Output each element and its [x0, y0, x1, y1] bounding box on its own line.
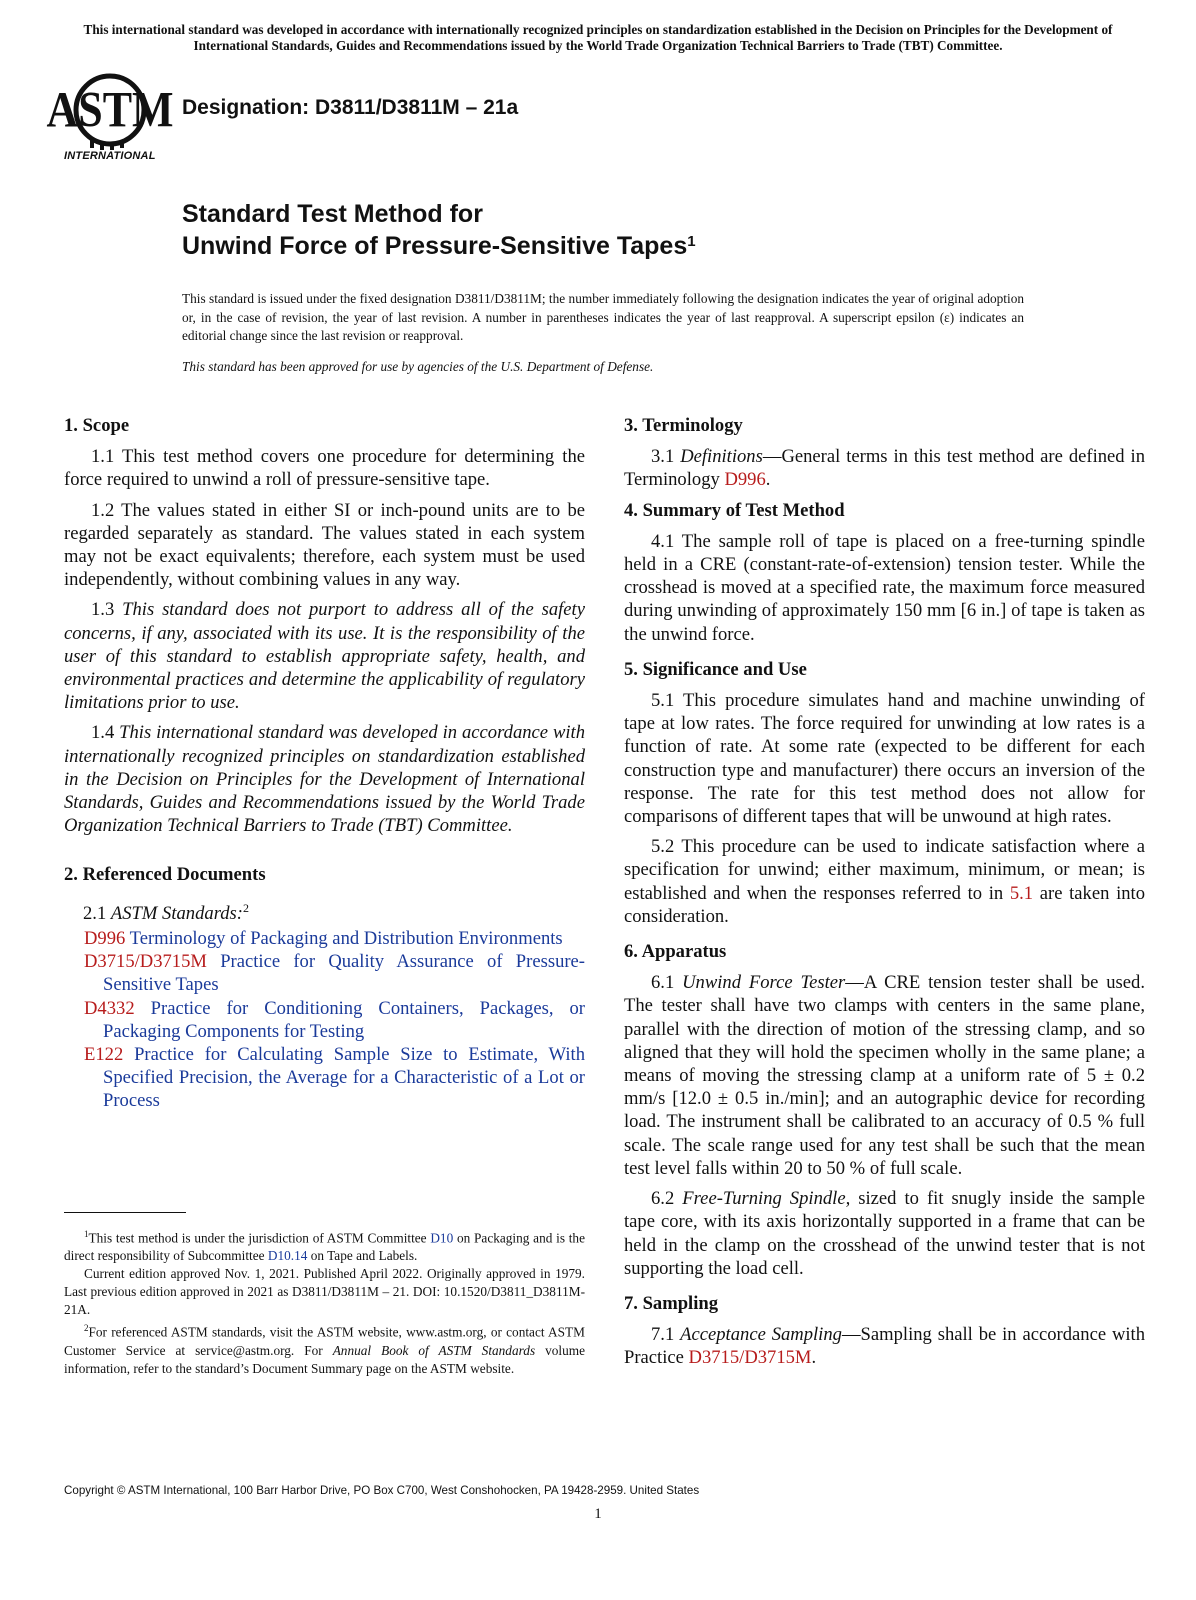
reference-d3715[interactable] — [64, 950, 585, 996]
title-text: Unwind Force of Pressure-Sensitive Tapes — [182, 232, 688, 260]
section-heading-summary: 4. Summary of Test Method — [624, 499, 845, 521]
link-5-1[interactable]: 5.1 — [1009, 882, 1034, 904]
section-heading-scope: 1. Scope — [64, 415, 130, 436]
ref-title: Terminology of Packaging and Distribution Environments — [129, 928, 563, 950]
link-d10[interactable]: D10 — [430, 1230, 454, 1246]
paragraph-1-1: 1.1 This test method covers one procedure for determining the force required to unwind a roll of pressure-sensitive tape. — [64, 446, 585, 491]
designation: Designation: D3811/D3811M – 21a — [182, 96, 519, 119]
footnote-1-edition: Current edition approved Nov. 1, 2021. Published April 2022. Originally approved in 1979. Last previous edition approved in 2021 as D3811/D3811M – 21. DOI: 10.1520/D3811_D3811M-21A. — [64, 1266, 585, 1318]
title-footnote-mark: 1 — [687, 233, 696, 250]
paragraph-1-2: 1.2 The values stated in either SI or inch-pound units are to be regarded separately as standard. The values stated in each system may not be exact equivalents; therefore, each system must be used independently, without combining values in any way. — [64, 499, 585, 591]
logo-letters: ASTM — [46, 82, 174, 139]
preamble: This standard is issued under the fixed designation D3811/D3811M; the number immediately following the designation indicates the year of original adoption or, in the case of revision, the year of last revision. A number in parentheses indicates the year of last reapproval. A superscript epsilon (ε) indicates an editorial change since the last revision or reapproval. — [182, 291, 1024, 343]
paragraph-6-2: 6.2 Free-Turning Spindle, sized to fit snugly inside the sample tape core, with its axis horizontally supported in a frame that can be held in the clamp on the crosshead of the unwind tester that is not supporting the load cell. — [624, 1188, 1145, 1279]
ref-code: D3715/D3715M — [84, 951, 207, 973]
reference-e122[interactable] — [64, 1043, 585, 1113]
title-line-2 — [182, 230, 696, 262]
ref-code: E122 — [84, 1044, 124, 1066]
footnote-1: $^1$This test method is under the jurisdiction of ASTM Committee D10 on Packaging and is the direct responsibility of Subcommittee D10.14 on Tape and Labels. — [64, 1229, 585, 1264]
reference-list — [64, 927, 585, 1113]
section-heading-apparatus: 6. Apparatus — [624, 941, 727, 963]
footnote-rule — [64, 1212, 186, 1213]
ref-title: Practice for Calculating Sample Size to Estimate, With Specified Precision, the Average for a Characteristic of a Lot or Process — [103, 1044, 585, 1112]
paragraph-1-3: 1.3 This standard does not purport to address all of the safety concerns, if any, associated with its use. It is the responsibility of the user of this standard to establish appropriate safety, health, and environmental practices and determine the applicability of regulatory limitations prior to use. — [64, 599, 585, 714]
dod-approval: This standard has been approved for use by agencies of the U.S. Department of Defense. — [182, 359, 654, 374]
right-column — [624, 414, 1145, 1377]
footnotes — [64, 1225, 585, 1378]
ref-code: D4332 — [84, 997, 135, 1019]
paragraph-5-1: 5.1 This procedure simulates hand and machine unwinding of tape at low rates. The force required for unwinding at low rates is a function of rate. At some rate (expected to be different for each construction type and manufacturer) there occurs an inversion of the response. The rate for this test method does not allow for comparisons of different tapes that will be unwound at high rates. — [624, 690, 1145, 828]
title-line-1: Standard Test Method for — [182, 200, 483, 228]
reference-d4332[interactable] — [64, 997, 585, 1043]
astm-logo — [46, 70, 174, 166]
ref-code: D996 — [84, 928, 126, 950]
wto-notice: This international standard was developed in accordance with internationally recognized principles on standardization established in the Decision on Principles for the Development of International Standards, Guides and Recommendations issued by the World Trade Organization Technical Barriers to Trade (TBT) Committee. — [83, 22, 1113, 53]
paragraph-5-2: 5.2 This procedure can be used to indicate satisfaction where a specification for unwind; either maximum, minimum, or mean; is established and when the responses referred to in 5.1 are taken into consideration. — [624, 836, 1146, 927]
page-number: 1 — [594, 1506, 602, 1522]
logo-caption: INTERNATIONAL — [64, 150, 156, 162]
section-heading-sampling: 7. Sampling — [624, 1292, 719, 1314]
paragraph-6-1: 6.1 Unwind Force Tester—A CRE tension tester shall be used. The tester shall have two clamps with centers in the same plane, parallel with the direction of motion of the stressing clamp, and so aligned that they will hold the specimen wholly in the same plane; a means of moving the stressing clamp at a uniform rate of 5 ± 0.2 mm/s [12.0 ± 0.5 in./min]; and an autographic device for recording load. The instrument shall be calibrated to an accuracy of 0.5 % full scale. The scale range used for any test shall be such that the mean test level falls within 20 to 50 % of full scale. — [624, 972, 1145, 1179]
paragraph-4-1: 4.1 The sample roll of tape is placed on a free-turning spindle held in a CRE (constant-rate-of-extension) tension tester. While the crosshead is moved at a specified rate, the maximum force measured during unwinding of approximately 150 mm [6 in.] of tape is taken as the unwind force. — [624, 530, 1145, 645]
link-d3715[interactable]: D3715/D3715M — [688, 1347, 812, 1369]
document-title — [182, 198, 696, 262]
footnote-2: $^2$For referenced ASTM standards, visit the ASTM website, www.astm.org, or contact ASTM Customer Service at service@astm.org. For Annual Book of ASTM Standards volume information, refer to the standard’s Document Summary page on the ASTM website. — [64, 1323, 585, 1376]
paragraph-7-1: 7.1 Acceptance Sampling—Sampling shall be in accordance with Practice D3715/D3715M. — [624, 1324, 1146, 1369]
reference-d996[interactable] — [64, 927, 585, 950]
copyright: Copyright © ASTM International, 100 Barr Harbor Drive, PO Box C700, West Conshohocken, PA 19428-2959. United States — [64, 1484, 700, 1497]
ref-title: Practice for Quality Assurance of Pressure-Sensitive Tapes — [103, 951, 585, 996]
paragraph-1-4: 1.4 This international standard was developed in accordance with internationally recognized principles on standardization established in the Decision on Principles for the Development of International Standards, Guides and Recommendations issued by the World Trade Organization Technical Barriers to Trade (TBT) Committee. — [64, 722, 585, 837]
astm-standards-label: 2.1 ASTM Standards:$^2$ — [83, 900, 249, 924]
link-d10-14[interactable]: D10.14 — [267, 1248, 308, 1264]
section-heading-referenced: 2. Referenced Documents — [64, 864, 266, 886]
section-heading-terminology: 3. Terminology — [624, 415, 743, 436]
left-column — [64, 414, 585, 1113]
link-d996[interactable]: D996 — [724, 469, 766, 491]
paragraph-3-1: 3.1 Definitions—General terms in this test method are defined in Terminology D996. — [624, 446, 1145, 491]
section-heading-significance: 5. Significance and Use — [624, 658, 807, 680]
ref-title: Practice for Conditioning Containers, Packages, or Packaging Components for Testing — [103, 997, 585, 1042]
astm-logo-icon — [46, 70, 174, 150]
